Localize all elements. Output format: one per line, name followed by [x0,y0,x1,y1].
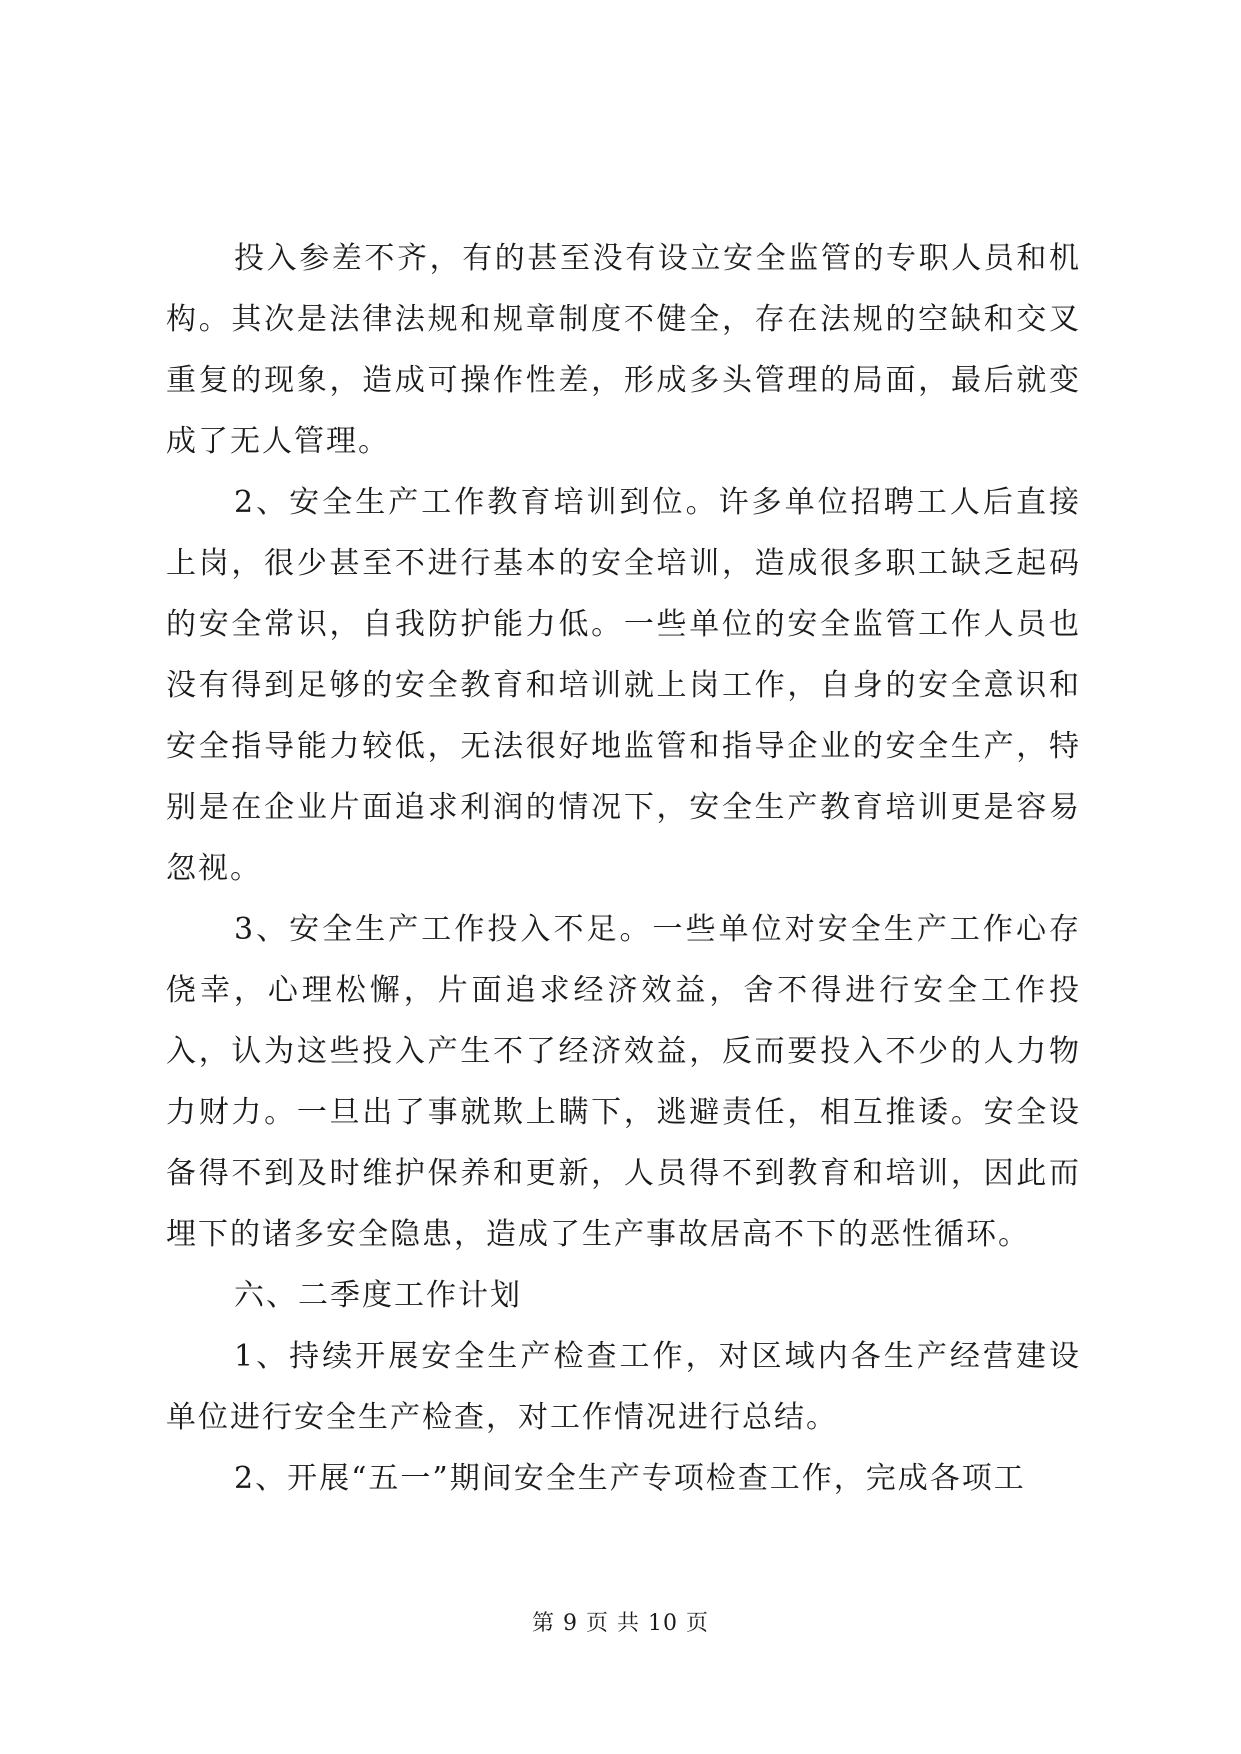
paragraph-plan-2: 2、开展“五一”期间安全生产专项检查工作，完成各项工 [234,1461,1026,1496]
paragraph-continuation: 投入参差不齐，有的甚至没有设立安全监管的专职人员和机构。其次是法律法规和规章制度不健全，存在法规的空缺和交叉重复的现象，造成可操作性差，形成多头管理的局面，最后就变成了无人管理。 [166,241,1081,459]
page-number-footer: 第 9 页 共 10 页 [532,1611,709,1636]
paragraph-plan-1: 1、持续开展安全生产检查工作，对区域内各生产经营建设单位进行安全生产检查，对工作情况进行总结。 [166,1339,1081,1435]
paragraph-training: 2、安全生产工作教育培训到位。许多单位招聘工人后直接上岗，很少甚至不进行基本的安全培训，造成很多职工缺乏起码的安全常识，自我防护能力低。一些单位的安全监管工作人员也没有得到足够的安全教育和培训就上岗工作，自身的安全意识和安全指导能力较低，无法很好地监管和指导企业的安全生产，特别是在企业片面追求利润的情况下，安全生产教育培训更是容易忽视。 [166,485,1081,886]
document-body [166,228,1081,1509]
paragraph-investment: 3、安全生产工作投入不足。一些单位对安全生产工作心存侥幸，心理松懈，片面追求经济效益，舍不得进行安全工作投入，认为这些投入产生不了经济效益，反而要投入不少的人力物力财力。一旦出了事就欺上瞒下，逃避责任，相互推诿。安全设备得不到及时维护保养和更新，人员得不到教育和培训，因此而埋下的诸多安全隐患，造成了生产事故居高不下的恶性循环。 [166,912,1081,1252]
section-heading-plan: 六、二季度工作计划 [234,1278,522,1313]
